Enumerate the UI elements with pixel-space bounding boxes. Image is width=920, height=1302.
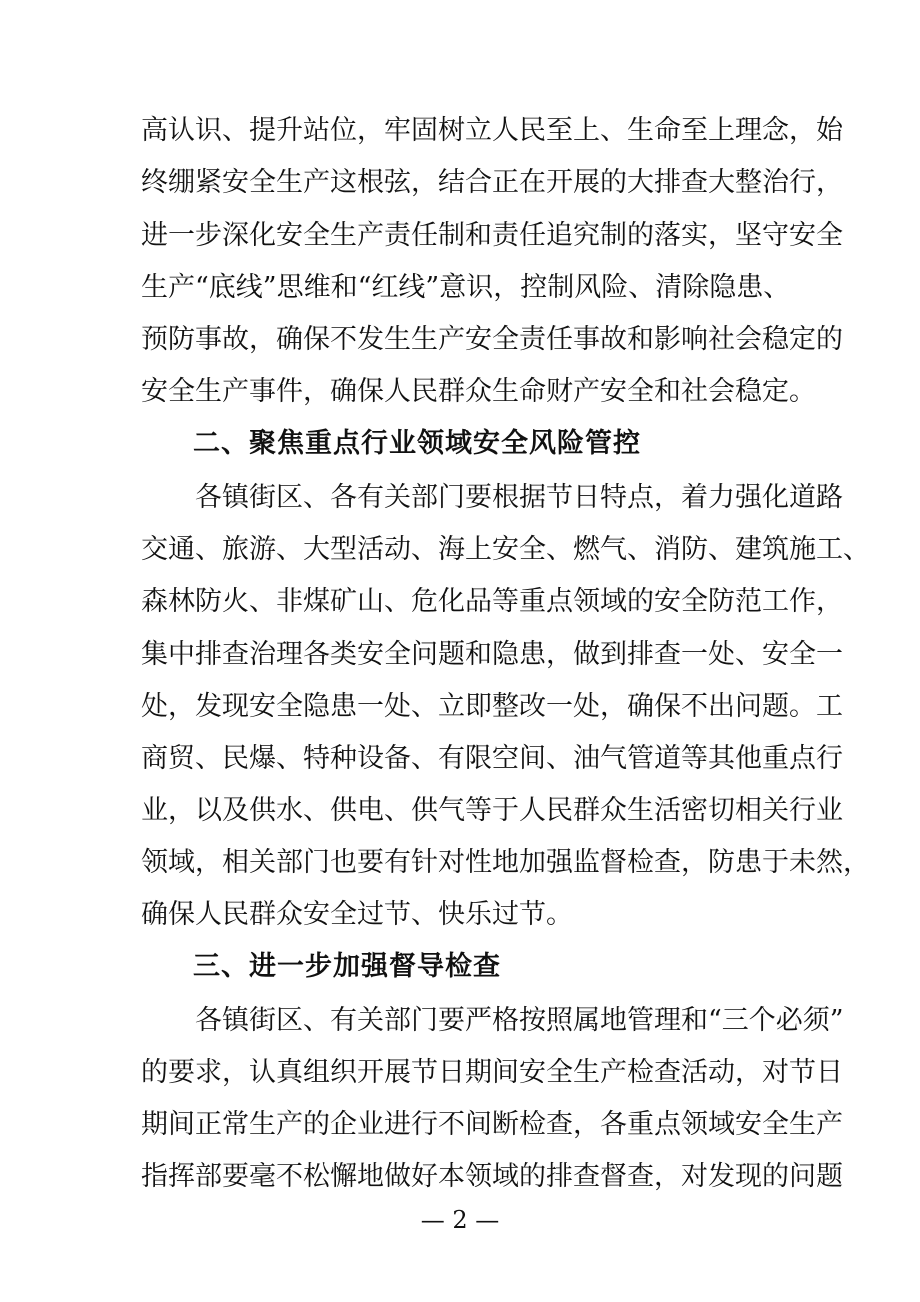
text-line: 确保人民群众安全过节、快乐过节。 xyxy=(141,899,573,930)
text-line: 指挥部要毫不松懈地做好本领域的排查督查，对发现的问题 xyxy=(141,1161,843,1192)
text-line: 安全生产事件，确保人民群众生命财产安全和社会稳定。 xyxy=(141,376,816,407)
text-line: 期间正常生产的企业进行不间断检查，各重点领域安全生产 xyxy=(141,1109,843,1140)
section-3-heading: 三、进一步加强督导检查 xyxy=(193,951,501,982)
text-line: 交通、旅游、大型活动、海上安全、燃气、消防、建筑施工、 xyxy=(141,534,870,565)
text-line: 各镇街区、有关部门要严格按照属地管理和“三个必须” xyxy=(195,1005,844,1036)
text-line: 森林防火、非煤矿山、危化品等重点领域的安全防范工作， xyxy=(141,586,843,617)
text-line: 生产“底线”思维和“红线”意识，控制风险、清除隐患、 xyxy=(141,272,791,303)
text-line: 预防事故，确保不发生生产安全责任事故和影响社会稳定的 xyxy=(141,324,843,355)
section-2-heading: 二、聚焦重点行业领域安全风险管控 xyxy=(193,428,641,459)
text-line: 进一步深化安全生产责任制和责任追究制的落实，坚守安全 xyxy=(141,220,843,251)
text-line: 业，以及供水、供电、供气等于人民群众生活密切相关行业 xyxy=(141,795,843,826)
text-line: 处，发现安全隐患一处、立即整改一处，确保不出问题。工 xyxy=(141,691,843,722)
text-line: 领域，相关部门也要有针对性地加强监督检查，防患于未然， xyxy=(141,847,870,878)
text-line: 终绷紧安全生产这根弦，结合正在开展的大排查大整治行， xyxy=(141,167,843,198)
text-line: 商贸、民爆、特种设备、有限空间、油气管道等其他重点行 xyxy=(141,743,843,774)
text-line: 的要求，认真组织开展节日期间安全生产检查活动，对节日 xyxy=(141,1057,843,1088)
page-number: — 2 — xyxy=(420,1206,500,1234)
text-line: 集中排查治理各类安全问题和隐患，做到排查一处、安全一 xyxy=(141,639,843,670)
text-line: 高认识、提升站位，牢固树立人民至上、生命至上理念，始 xyxy=(141,115,843,146)
text-line: 各镇街区、各有关部门要根据节日特点，着力强化道路 xyxy=(195,482,843,513)
